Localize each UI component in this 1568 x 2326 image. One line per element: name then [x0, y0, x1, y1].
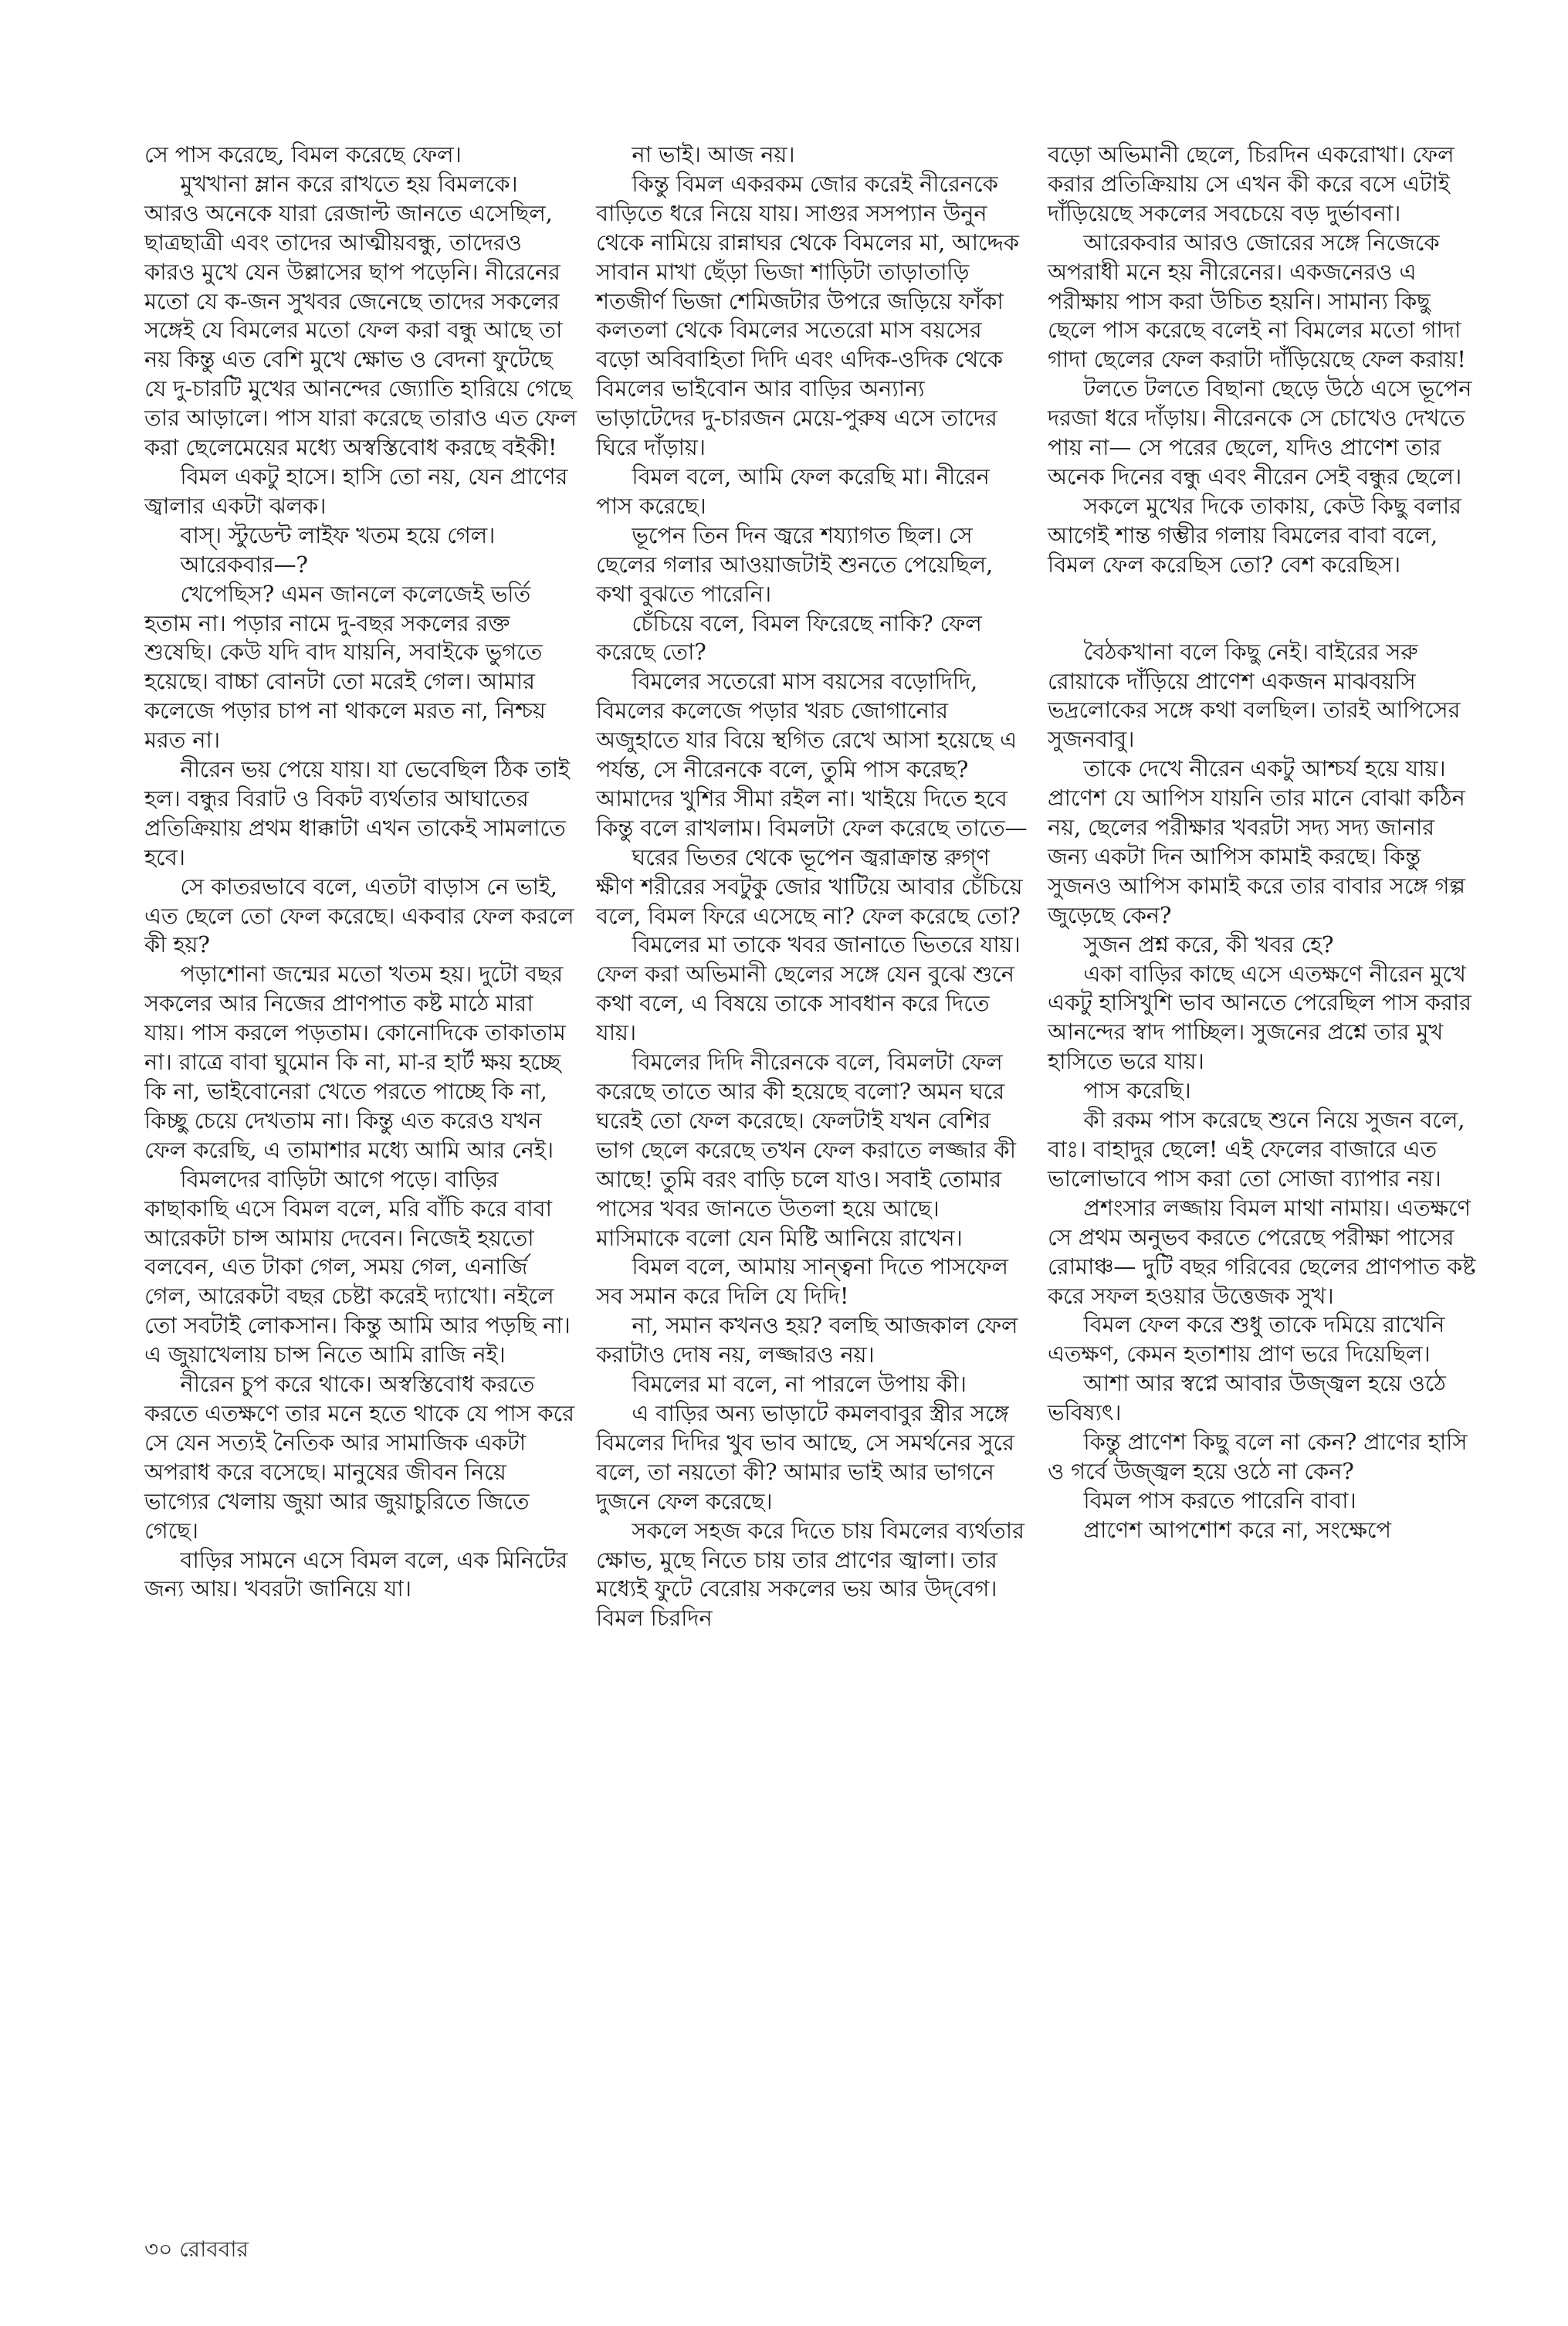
- paragraph: তাকে দেখে নীরেন একটু আশ্চর্য হয়ে যায়। প্রাণেশ যে আপিস যায়নি তার মানে বোঝা কঠিন নয়, ছেলের পরীক্ষার খবরটা সদ্য সদ্য জানার জন্য একটা দিন আপিস কামাই করছে। কিন্তু সুজনও আপিস কামাই করে তার বাবার সঙ্গে গল্প জুড়েছে কেন?: [1048, 755, 1465, 928]
- text-column-3: [1048, 141, 1480, 1545]
- paragraph: কী রকম পাস করেছে শুনে নিয়ে সুজন বলে, বাঃ। বাহাদুর ছেলে! এই ফেলের বাজারে এত ভালোভাবে পাস করা তো সোজা ব্যাপার নয়।: [1048, 1107, 1465, 1192]
- paragraph: একা বাড়ির কাছে এসে এতক্ষণে নীরেন মুখে একটু হাসিখুশি ভাব আনতে পেরেছিল পাস করার আনন্দের স্বাদ পাচ্ছিল। সুজনের প্রশ্নে তার মুখ হাসিতে ভরে যায়।: [1048, 960, 1471, 1075]
- paragraph: বিমলদের বাড়িটা আগে পড়ে। বাড়ির কাছাকাছি এসে বিমল বলে, মরি বাঁচি করে বাবা আরেকটা চান্স আমায় দেবেন। নিজেই হয়তো বলবেন, এত টাকা গেল, সময় গেল, এনার্জি গেল, আরেকটা বছর চেষ্টা করেই দ্যাখো। নইলে তো সবটাই লোকসান। কিন্তু আমি আর পড়ছি না। এ জুয়াখেলায় চান্স নিতে আমি রাজি নই।: [144, 1165, 571, 1368]
- section-break: [1048, 580, 1480, 638]
- paragraph: নীরেন চুপ করে থাকে। অস্বস্তিবোধ করতে করতে এতক্ষণে তার মনে হতে থাকে যে পাস করে সে যেন সত্যই নৈতিক আর সামাজিক একটা অপরাধ করে বসেছে। মানুষের জীবন নিয়ে ভাগ্যের খেলায় জুয়া আর জুয়াচুরিতে জিতে গেছে।: [144, 1371, 574, 1544]
- paragraph: পাস করেছি।: [1083, 1077, 1191, 1104]
- text-column-1: [144, 141, 577, 1604]
- page-footer: ৩০ রোববার: [144, 2236, 249, 2262]
- paragraph: আরেকবার—?: [180, 551, 308, 578]
- paragraph: ঘরের ভিতর থেকে ভূপেন জ্বরাক্রান্ত রুগ্‌ণ ক্ষীণ শরীরের সবটুকু জোর খাটিয়ে আবার চেঁচিয়ে বলে, বিমল ফিরে এসেছে না? ফেল করেছে তো?: [596, 843, 1023, 929]
- paragraph: খেপেছিস? এমন জানলে কলেজেই ভর্তি হতাম না। পড়ার নামে দু-বছর সকলের রক্ত শুষেছি। কেউ যদি বাদ যায়নি, সবাইকে ভুগতে হয়েছে। বাচ্চা বোনটা তো মরেই গেল। আমার কলেজে পড়ার চাপ না থাকলে মরত না, নিশ্চয় মরত না।: [144, 580, 546, 754]
- paragraph: বড়ো অভিমানী ছেলে, চিরদিন একরোখা। ফেল করার প্রতিক্রিয়ায় সে এখন কী করে বসে এটাই দাঁড়িয়েছে সকলের সবচেয়ে বড় দুর্ভাবনা।: [1048, 141, 1455, 226]
- paragraph: চেঁচিয়ে বলে, বিমল ফিরেছে নাকি? ফেল করেছে তো?: [596, 609, 982, 666]
- paragraph: বিমলের মা তাকে খবর জানাতে ভিতরে যায়। ফেল করা অভিমানী ছেলের সঙ্গে যেন বুঝে শুনে কথা বলে, এ বিষয়ে তাকে সাবধান করে দিতে যায়।: [596, 931, 1021, 1046]
- paragraph: মুখখানা ম্লান করে রাখতে হয় বিমলকে। আরও অনেকে যারা রেজাল্ট জানতে এসেছিল, ছাত্রছাত্রী এবং তাদের আত্মীয়বন্ধু, তাদেরও কারও মুখে যেন উল্লাসের ছাপ পড়েনি। নীরেনের মতো যে ক-জন সুখবর জেনেছে তাদের সকলের সঙ্গেই যে বিমলের মতো ফেল করা বন্ধু আছে তা নয় কিন্তু এত বেশি মুখে ক্ষোভ ও বেদনা ফুটেছে যে দু-চারটি মুখের আনন্দের জ্যোতি হারিয়ে গেছে তার আড়ালে। পাস যারা করেছে তারাও এত ফেল করা ছেলেমেয়ের মধ্যে অস্বস্তিবোধ করছে বইকী!: [144, 170, 577, 461]
- paragraph: বিমল বলে, আমি ফেল করেছি মা। নীরেন পাস করেছে।: [596, 463, 990, 519]
- paragraph: প্রাণেশ আপশোশ করে না, সংক্ষেপে: [1083, 1516, 1391, 1543]
- paragraph: প্রশংসার লজ্জায় বিমল মাথা নামায়। এতক্ষণে সে প্রথম অনুভব করতে পেরেছে পরীক্ষা পাসের রোমাঞ্চ— দুটি বছর গরিবের ছেলের প্রাণপাত কষ্ট করে সফল হওয়ার উত্তেজক সুখ।: [1048, 1194, 1476, 1309]
- paragraph: বিমলের দিদি নীরেনকে বলে, বিমলটা ফেল করেছে তাতে আর কী হয়েছে বলো? অমন ঘরে ঘরেই তো ফেল করেছে। ফেলটাই যখন বেশির ভাগ ছেলে করেছে তখন ফেল করাতে লজ্জার কী আছে! তুমি বরং বাড়ি চলে যাও। সবাই তোমার পাসের খবর জানতে উতলা হয়ে আছে। মাসিমাকে বলো যেন মিষ্টি আনিয়ে রাখেন।: [596, 1049, 1016, 1251]
- paragraph: না, সমান কখনও হয়? বলছি আজকাল ফেল করাটাও দোষ নয়, লজ্জারও নয়।: [596, 1312, 1018, 1368]
- paragraph: কিন্তু প্রাণেশ কিছু বলে না কেন? প্রাণের হাসি ও গর্বে উজ্জ্বল হয়ে ওঠে না কেন?: [1048, 1429, 1468, 1484]
- paragraph: সকলে সহজ করে দিতে চায় বিমলের ব্যর্থতার ক্ষোভ, মুছে নিতে চায় তার প্রাণের জ্বালা। তার মধ্যেই ফুটে বেরোয় সকলের ভয় আর উদ্‌বেগ। বিমল চিরদিন: [596, 1517, 1024, 1632]
- paragraph: বৈঠকখানা বলে কিছু নেই। বাইরের সরু রোয়াকে দাঁড়িয়ে প্রাণেশ একজন মাঝবয়সি ভদ্রলোকের সঙ্গে কথা বলছিল। তারই আপিসের সুজনবাবু।: [1048, 638, 1461, 753]
- paragraph: বাড়ির সামনে এসে বিমল বলে, এক মিনিটের জন্য আয়। খবরটা জানিয়ে যা।: [144, 1546, 568, 1602]
- paragraph: আরেকবার আরও জোরের সঙ্গে নিজেকে অপরাধী মনে হয় নীরেনের। একজনেরও এ পরীক্ষায় পাস করা উচিত হয়নি। সামান্য কিছু ছেলে পাস করেছে বলেই না বিমলের মতো গাদা গাদা ছেলের ফেল করাটা দাঁড়িয়েছে ফেল করায়!: [1048, 229, 1466, 373]
- paragraph: পড়াশোনা জন্মের মতো খতম হয়। দুটো বছর সকলের আর নিজের প্রাণপাত কষ্ট মাঠে মারা যায়। পাস করলে পড়তাম। কোনোদিকে তাকাতাম না। রাত্রে বাবা ঘুমোন কি না, মা-র হার্ট ক্ষয় হচ্ছে কি না, ভাইবোনেরা খেতে পরতে পাচ্ছে কি না, কিচ্ছু চেয়ে দেখতাম না। কিন্তু এত করেও যখন ফেল করেছি, এ তামাশার মধ্যে আমি আর নেই।: [144, 961, 566, 1163]
- paragraph: বিমলের সতেরো মাস বয়সের বড়োদিদি, বিমলের কলেজে পড়ার খরচ জোগানোর অজুহাতে যার বিয়ে স্থগিত রেখে আসা হয়েছে এ পর্যন্ত, সে নীরেনকে বলে, তুমি পাস করেছ? আমাদের খুশির সীমা রইল না। খাইয়ে দিতে হবে কিন্তু বলে রাখলাম। বিমলটা ফেল করেছে তাতে—: [596, 668, 1028, 841]
- paragraph: নীরেন ভয় পেয়ে যায়। যা ভেবেছিল ঠিক তাই হল। বন্ধুর বিরাট ও বিকট ব্যর্থতার আঘাতের প্রতিক্রিয়ায় প্রথম ধাক্কাটা এখন তাকেই সামলাতে হবে।: [144, 756, 570, 870]
- paragraph: সে পাস করেছে, বিমল করেছে ফেল।: [144, 141, 462, 168]
- paragraph: বিমল পাস করতে পারেনি বাবা।: [1083, 1487, 1356, 1514]
- paragraph: কিন্তু বিমল একরকম জোর করেই নীরেনকে বাড়িতে ধরে নিয়ে যায়। সাগুর সসপ্যান উনুন থেকে নামিয়ে রান্নাঘর থেকে বিমলের মা, আদ্দেক সাবান মাখা ছেঁড়া ভিজা শাড়িটা তাড়াতাড়ি শতজীর্ণ ভিজা শেমিজটার উপরে জড়িয়ে ফাঁকা কলতলা থেকে বিমলের সতেরো মাস বয়সের বড়ো অবিবাহিতা দিদি এবং এদিক-ওদিক থেকে বিমলের ভাইবোন আর বাড়ির অন্যান্য ভাড়াটেদের দু-চারজন মেয়ে-পুরুষ এসে তাদের ঘিরে দাঁড়ায়।: [596, 170, 1019, 461]
- paragraph: সকলে মুখের দিকে তাকায়, কেউ কিছু বলার আগেই শান্ত গম্ভীর গলায় বিমলের বাবা বলে, বিমল ফেল করেছিস তো? বেশ করেছিস।: [1048, 492, 1461, 578]
- paragraph: সে কাতরভাবে বলে, এতটা বাড়াস নে ভাই, এত ছেলে তো ফেল করেছে। একবার ফেল করলে কী হয়?: [144, 873, 574, 958]
- paragraph: আশা আর স্বপ্নে আবার উজ্জ্বল হয়ে ওঠে ভবিষ্যৎ।: [1048, 1370, 1446, 1426]
- paragraph: এ বাড়ির অন্য ভাড়াটে কমলবাবুর স্ত্রীর সঙ্গে বিমলের দিদির খুব ভাব আছে, সে সমর্থনের সুরে বলে, তা নয়তো কী? আমার ভাই আর ভাগনে দুজনে ফেল করেছে।: [596, 1399, 1014, 1514]
- paragraph: বিমলের মা বলে, না পারলে উপায় কী।: [632, 1371, 967, 1398]
- text-column-2: [596, 141, 1028, 1633]
- paragraph: টলতে টলতে বিছানা ছেড়ে উঠে এসে ভূপেন দরজা ধরে দাঁড়ায়। নীরেনকে সে চোখেও দেখতে পায় না— সে পরের ছেলে, যদিও প্রাণেশ তার অনেক দিনের বন্ধু এবং নীরেন সেই বন্ধুর ছেলে।: [1048, 375, 1472, 490]
- paragraph: বাস্‌। স্টুডেন্ট লাইফ খতম হয়ে গেল।: [180, 521, 496, 548]
- paragraph: সুজন প্রশ্ন করে, কী খবর হে?: [1083, 931, 1334, 958]
- paragraph: বিমল একটু হাসে। হাসি তো নয়, যেন প্রাণের জ্বালার একটা ঝলক।: [144, 463, 568, 519]
- paragraph: ভূপেন তিন দিন জ্বরে শয্যাগত ছিল। সে ছেলের গলার আওয়াজটাই শুনতে পেয়েছিল, কথা বুঝতে পারেনি।: [596, 521, 994, 607]
- paragraph: বিমল বলে, আমায় সান্ত্বনা দিতে পাসফেল সব সমান করে দিলি যে দিদি!: [596, 1253, 1008, 1310]
- paragraph: বিমল ফেল করে শুধু তাকে দমিয়ে রাখেনি এতক্ষণ, কেমন হতাশায় প্রাণ ভরে দিয়েছিল।: [1048, 1311, 1445, 1368]
- paragraph: না ভাই। আজ নয়।: [632, 141, 795, 168]
